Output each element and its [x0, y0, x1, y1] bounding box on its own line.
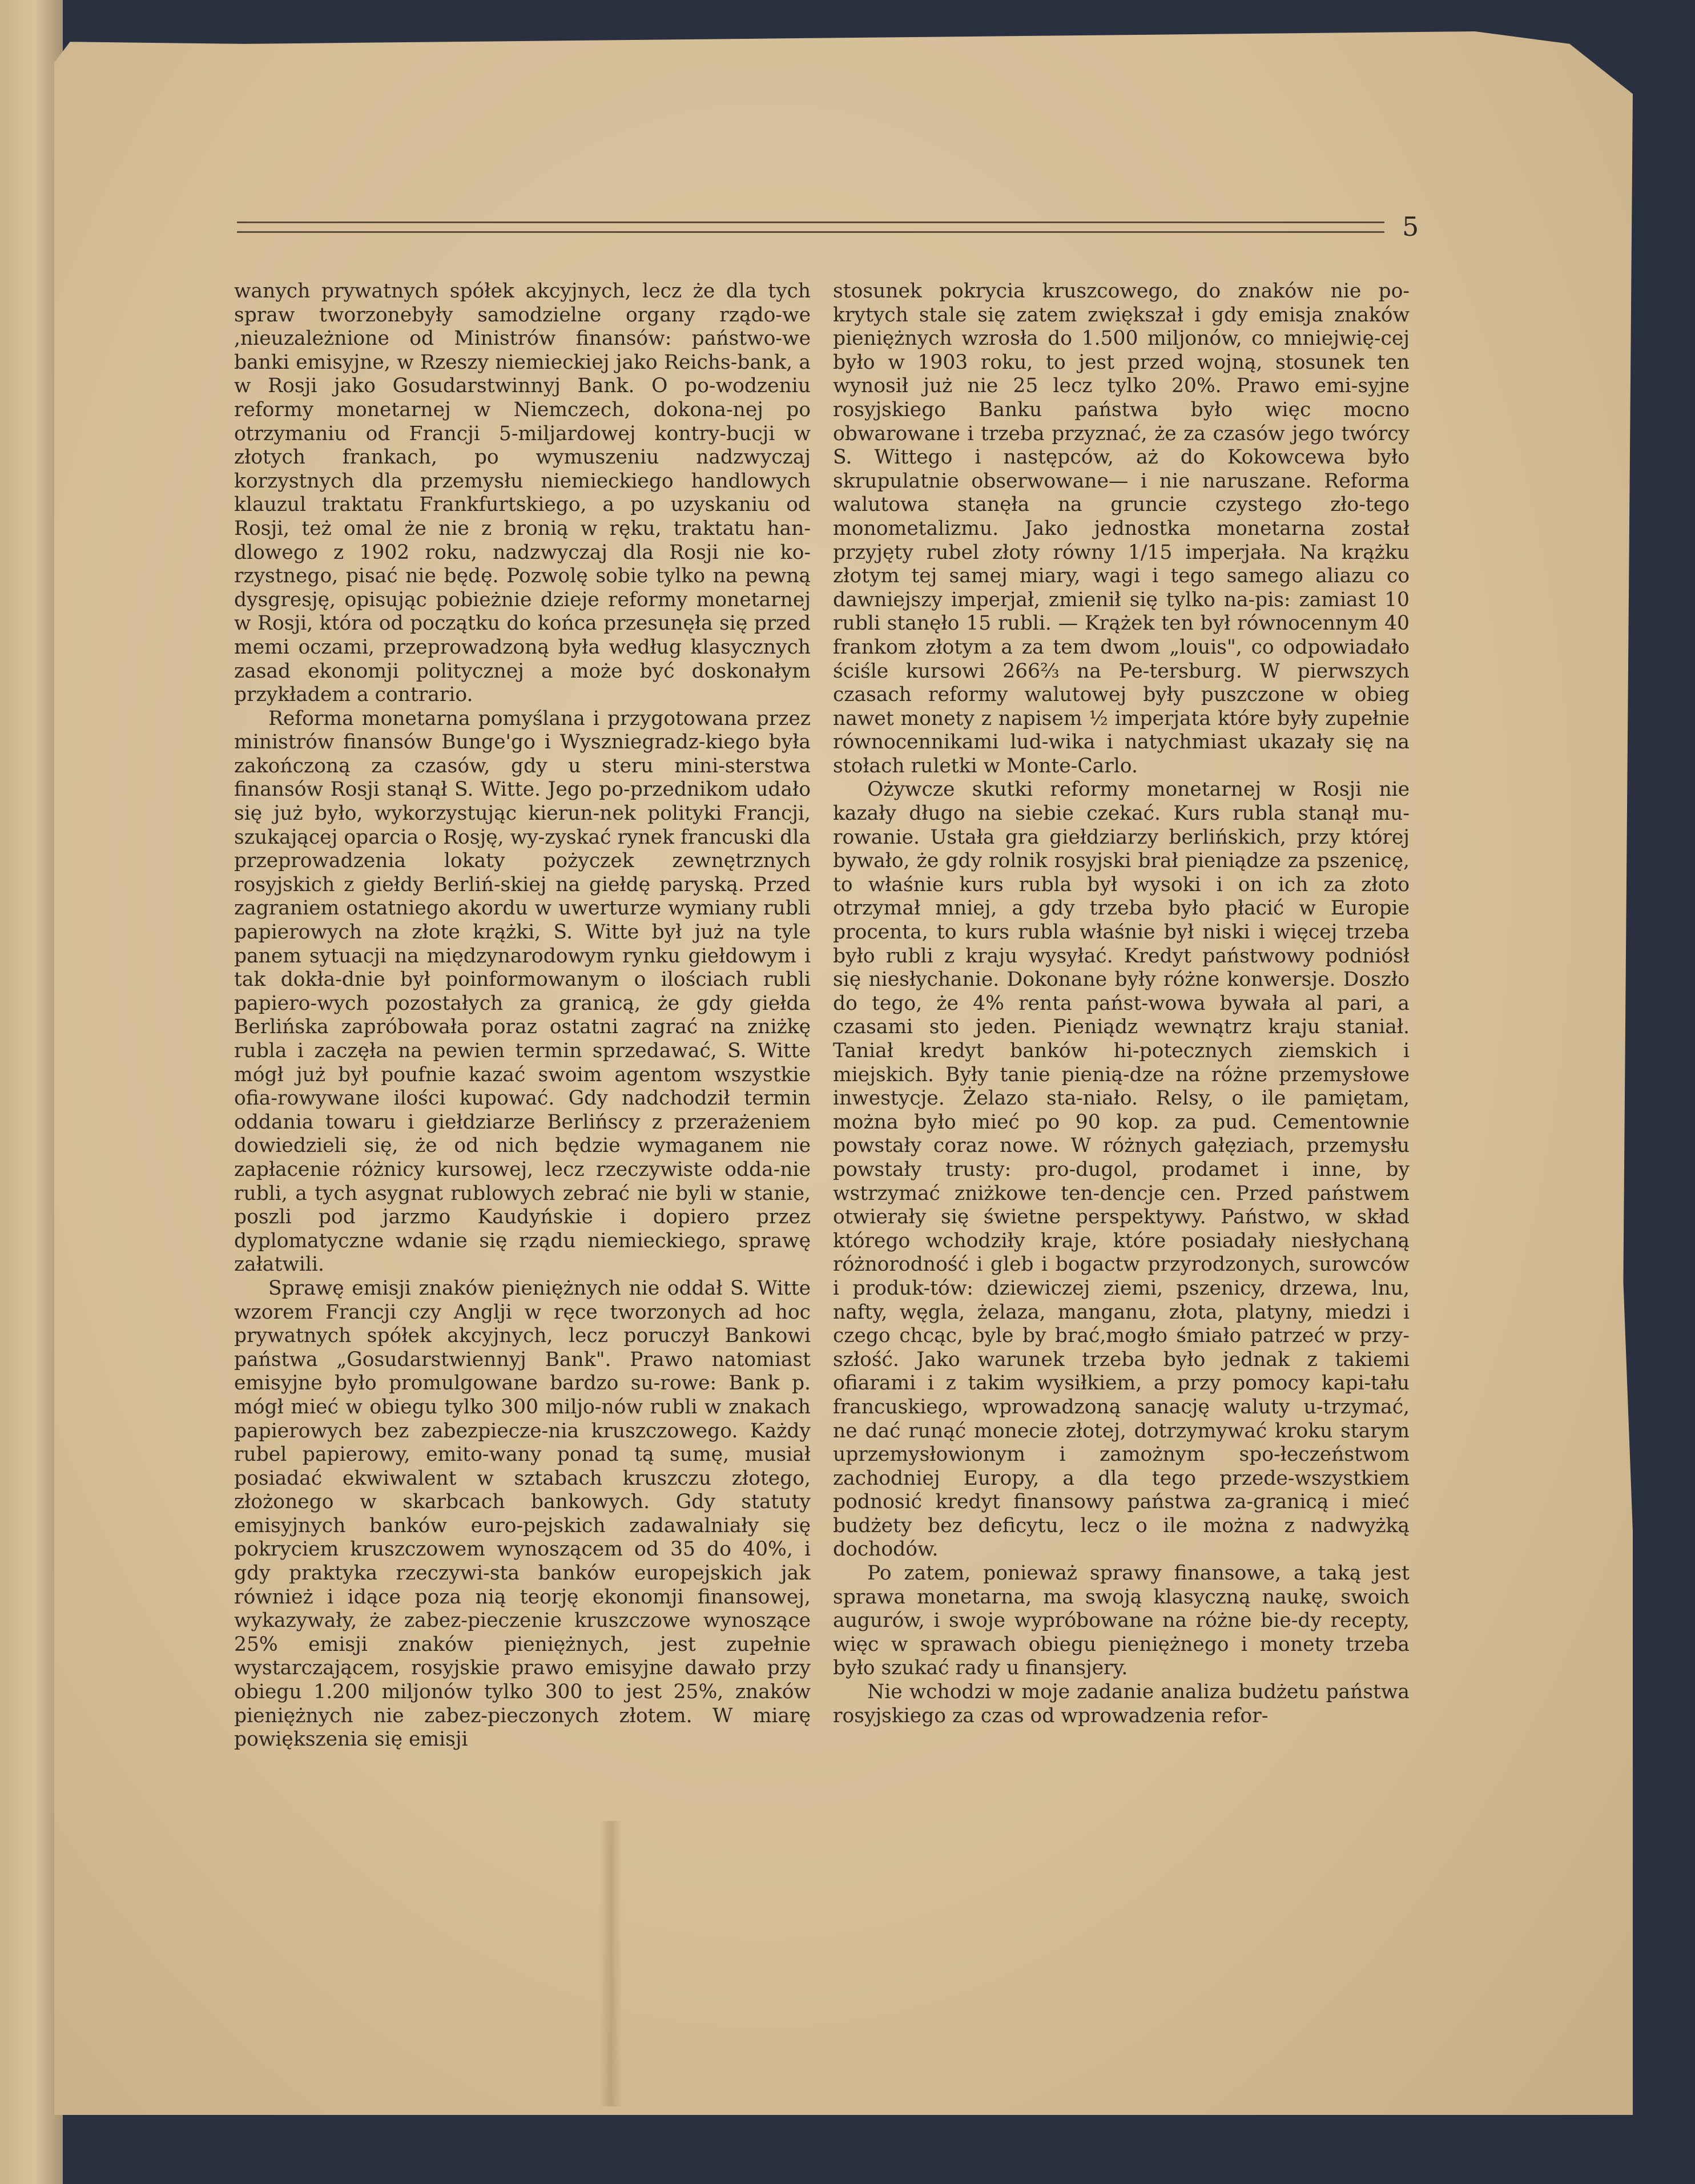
- right-paragraph-1: stosunek pokrycia kruszcowego, do znaków nie po-krytych stale się zatem zwiększał i gdy emisja znaków pieniężnych wzrosła do 1.500 miljonów, co mniejwię-cej było w 1903 roku, to jest przed wojną, stosunek ten wynosił już nie 25 lecz tylko 20%. Prawo emi-syjne rosyjskiego Banku państwa było więc mocno obwarowane i trzeba przyznać, że za czasów jego twórcy S. Wittego i następców, aż do Kokowcewa było skrupulatnie obserwowane— i nie naruszane. Reforma walutowa stanęła na gruncie czystego zło-tego monometalizmu. Jako jednostka monetarna został przyjęty rubel złoty równy 1/15 imperjała. Na krążku złotym tej samej miary, wagi i tego samego aliazu co dawniejszy imperjał, zmienił się tylko na-pis: zamiast 10 rubli stanęło 15 rubli. — Krążek ten był równocennym 40 frankom złotym a za tem dwom „louis", co odpowiadało ściśle kursowi 266⅔ na Pe-tersburg. W pierwszych czasach reformy walutowej były puszczone w obieg nawet monety z napisem ½ imperjata które były zupełnie równocennikami lud-wika i natychmiast ukazały się na stołach ruletki w Monte-Carlo.: [833, 280, 1410, 777]
- right-paragraph-4: Nie wchodzi w moje zadanie analiza budżetu państwa rosyjskiego za czas od wprowadzenia refor-: [833, 1681, 1410, 1727]
- left-text-column: [234, 280, 811, 1752]
- header-rule: [237, 221, 1384, 233]
- right-paragraph-2: Ożywcze skutki reformy monetarnej w Rosji nie kazały długo na siebie czekać. Kurs rubla stanął mu-rowanie. Ustała gra giełdziarzy berlińskich, przy której bywało, że gdy rolnik rosyjski brał pieniądze za pszenicę, to właśnie kurs rubla był wysoki i on ich za złoto otrzymał mniej, a gdy trzeba było płacić w Europie procenta, to kurs rubla właśnie był niski i więcej trzeba było rubli z kraju wysyłać. Kredyt państwowy podniósł się niesłychanie. Dokonane były różne konwersje. Doszło do tego, że 4% renta państ-wowa bywała al pari, a czasami sto jeden. Pieniądz wewnątrz kraju staniał. Taniał kredyt banków hi-potecznych ziemskich i miejskich. Były tanie pienią-dze na różne przemysłowe inwestycje. Żelazo sta-niało. Relsy, o ile pamiętam, można było mieć po 90 kop. za pud. Cementownie powstały coraz nowe. W różnych gałęziach, przemysłu powstały trusty: pro-dugol, prodamet i inne, by wstrzymać zniżkowe ten-dencje cen. Przed państwem otwierały się świetne perspektywy. Państwo, w skład którego wchodziły kraje, które posiadały niesłychaną różnorodność i gleb i bogactw przyrodzonych, surowców i produk-tów: dziewiczej ziemi, pszenicy, drzewa, lnu, nafty, węgla, żelaza, manganu, złota, platyny, miedzi i czego chcąc, byle by brać,mogło śmiało patrzeć w przy-szłość. Jako warunek trzeba było jednak z takiemi ofiarami i z takim wysiłkiem, a przy pomocy kapi-tału francuskiego, wprowadzoną sanację waluty u-trzymać, ne dać runąć monecie złotej, dotrzymywać kroku starym uprzemysłowionym i zamożnym spo-łeczeństwom zachodniej Europy, a dla tego przede-wszystkiem podnosić kredyt finansowy państwa za-granicą i mieć budżety bez deficytu, lecz o ile można z nadwyżką dochodów.: [833, 778, 1410, 1561]
- left-paragraph-1: wanych prywatnych spółek akcyjnych, lecz że dla tych spraw tworzonebyły samodzielne organy rządo-we ,nieuzależnione od Ministrów finansów: państwo-we banki emisyjne, w Rzeszy niemieckiej jako Reichs-bank, a w Rosji jako Gosudarstwinnyj Bank. O po-wodzeniu reformy monetarnej w Niemczech, dokona-nej po otrzymaniu od Francji 5-miljardowej kontry-bucji w złotych frankach, po wymuszeniu nadzwyczaj korzystnych dla przemysłu niemieckiego handlowych klauzul traktatu Frankfurtskiego, a po uzyskaniu od Rosji, też omal że nie z bronią w ręku, traktatu han-dlowego z 1902 roku, nadzwyczaj dla Rosji nie ko-rzystnego, pisać nie będę. Pozwolę sobie tylko na pewną dysgresję, opisując pobieżnie dzieje reformy monetarnej w Rosji, która od początku do końca przesunęła się przed memi oczami, przeprowadzoną była według klasycznych zasad ekonomji politycznej a może być doskonałym przykładem a contrario.: [234, 280, 811, 707]
- adjacent-page-edge: [0, 0, 63, 2184]
- left-paragraph-3: Sprawę emisji znaków pieniężnych nie oddał S. Witte wzorem Francji czy Anglji w ręce tworzonych ad hoc prywatnych spółek akcyjnych, lecz poruczył Bankowi państwa „Gosudarstwiennyj Bank". Prawo natomiast emisyjne było promulgowane bardzo su-rowe: Bank p. mógł mieć w obiegu tylko 300 miljo-nów rubli w znakach papierowych bez zabezpiecze-nia kruszczowego. Każdy rubel papierowy, emito-wany ponad tą sumę, musiał posiadać ekwiwalent w sztabach kruszczu złotego, złożonego w skarbcach bankowych. Gdy statuty emisyjnych banków euro-pejskich zadawalniały się pokryciem kruszczowem wynoszącem od 35 do 40%, i gdy praktyka rzeczywi-sta banków europejskich jak również i idące poza nią teorję ekonomji finansowej, wykazywały, że zabez-pieczenie kruszczowe wynoszące 25% emisji znaków pieniężnych, jest zupełnie wystarczającem, rosyjskie prawo emisyjne dawało przy obiegu 1.200 miljonów tylko 300 to jest 25%, znaków pieniężnych nie zabez-pieczonych złotem. W miarę powiększenia się emisji: [234, 1276, 811, 1751]
- page-number: 5: [1402, 211, 1419, 242]
- left-paragraph-2: Reforma monetarna pomyślana i przygotowana przez ministrów finansów Bunge'go i Wyszniegradz-kiego była zakończoną za czasów, gdy u steru mini-sterstwa finansów Rosji stanął S. Witte. Jego po-przednikom udało się już było, wykorzystując kierun-nek polityki Francji, szukającej oparcia o Rosję, wy-zyskać rynek francuski dla przeprowadzenia lokaty pożyczek zewnętrznych rosyjskich z giełdy Berliń-skiej na giełdę paryską. Przed zagraniem ostatniego akordu w uwerturze wymiany rubli papierowych na złote krążki, S. Witte był już na tyle panem sytuacji na międzynarodowym rynku giełdowym i tak dokła-dnie był poinformowanym o ilościach rubli papiero-wych pozostałych za granicą, że gdy giełda Berlińska zapróbowała poraz ostatni zagrać na zniżkę rubla i zaczęła na pewien termin sprzedawać, S. Witte mógł już był poufnie kazać swoim agentom wszystkie ofia-rowywane ilości kupować. Gdy nadchodził termin oddania towaru i giełdziarze Berlińscy z przerażeniem dowiedzieli się, że od nich będzie wymaganem nie zapłacenie różnicy kursowej, lecz rzeczywiste odda-nie rubli, a tych asygnat rublowych zebrać nie byli w stanie, poszli pod jarzmo Kaudyńskie i dopiero przez dyplomatyczne wdanie się rządu niemieckiego, sprawę załatwili.: [234, 707, 811, 1276]
- page-crease: [599, 1821, 622, 2106]
- right-text-column: [833, 280, 1410, 1728]
- right-paragraph-3: Po zatem, ponieważ sprawy finansowe, a taką jest sprawa monetarna, ma swoją klasyczną naukę, swoich augurów, i swoje wypróbowane na różne bie-dy recepty, więc w sprawach obiegu pieniężnego i monety trzeba było szukać rady u finansjery.: [833, 1562, 1410, 1680]
